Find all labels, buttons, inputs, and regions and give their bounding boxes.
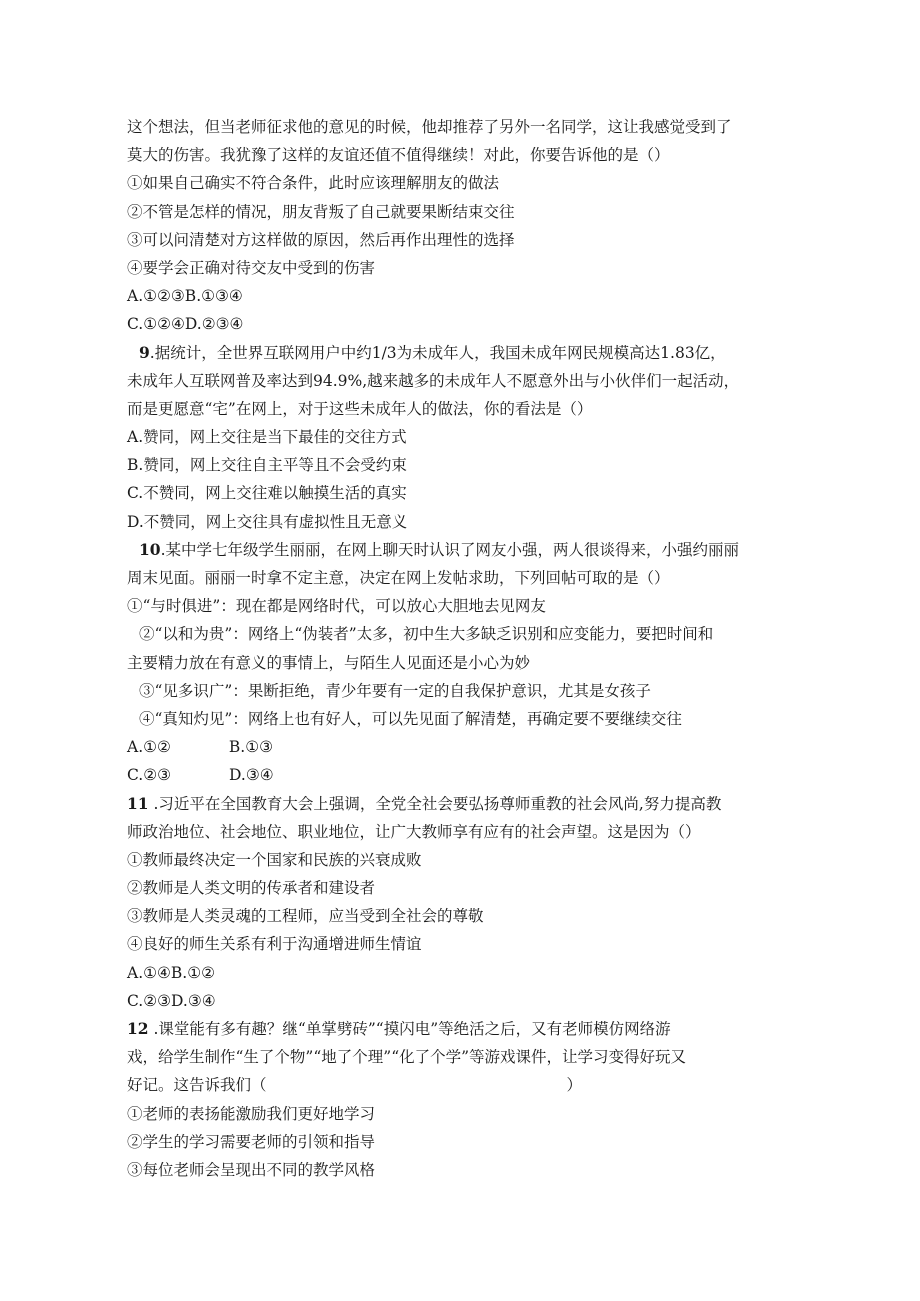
q10-item-4: ④“真知灼见”：网络上也有好人，可以先见面了解清楚，再确定要不要继续交往 bbox=[139, 709, 682, 728]
q8-options-line-1: A.①②③B.①③④ bbox=[127, 287, 243, 306]
q10-item-1: ①“与时俱进”：现在都是网络时代，可以放心大胆地去见网友 bbox=[127, 597, 546, 616]
q10-item-3: ③“见多识广”：果断拒绝，青少年要有一定的自我保护意识，尤其是女孩子 bbox=[139, 681, 651, 700]
q12-stem-line-3-text: 好记。这告诉我们（ bbox=[127, 1076, 267, 1095]
q12-stem-line-3 bbox=[127, 1071, 807, 1099]
q9-option-b: B.赞同，网上交往自主平等且不会受约束 bbox=[127, 456, 407, 475]
q10-stem-line-1 bbox=[127, 536, 807, 564]
q12-stem-line-1 bbox=[127, 1015, 807, 1043]
q10-option-d: D.③④ bbox=[229, 766, 274, 785]
q12-stem-text: .课堂能有多有趣？继“单掌劈砖”“摸闪电”等绝活之后，又有老师模仿网络游 bbox=[148, 1020, 671, 1038]
q10-stem-line-2: 周末见面。丽丽一时拿不定主意，决定在网上发帖求助，下列回帖可取的是（） bbox=[127, 569, 670, 587]
q10-stem-text: .某中学七年级学生丽丽，在网上聊天时认识了网友小强，两人很谈得来，小强约丽丽 bbox=[160, 540, 740, 559]
q9-option-d: D.不赞同，网上交往具有虚拟性且无意义 bbox=[127, 512, 408, 531]
q9-option-a: A.赞同，网上交往是当下最佳的交往方式 bbox=[127, 428, 407, 447]
q12-item-3: ③每位老师会呈现出不同的教学风格 bbox=[127, 1160, 376, 1179]
q12-stem-line-2: 戏，给学生制作“生了个物”“地了个理”“化了个学”等游戏课件，让学习变得好玩又 bbox=[127, 1048, 687, 1067]
q12-number: 12 bbox=[127, 1019, 149, 1038]
q11-stem-line-1 bbox=[127, 790, 807, 818]
q9-stem-line-3: 而是更愿意“宅”在网上，对于这些未成年人的做法，你的看法是（） bbox=[127, 399, 593, 418]
q8-options-line-2: C.①②④D.②③④ bbox=[127, 315, 244, 334]
q11-item-2: ②教师是人类文明的传承者和建设者 bbox=[127, 879, 376, 898]
q8-item-4: ④要学会正确对待交友中受到的伤害 bbox=[127, 258, 376, 277]
q11-options-line-1: A.①④B.①② bbox=[127, 963, 216, 982]
q9-stem-text: .据统计，全世界互联网用户中约1/3为未成年人，我国未成年网民规模高达1.83亿， bbox=[149, 343, 726, 362]
q8-item-2: ②不管是怎样的情况，朋友背叛了自己就要果断结束交往 bbox=[127, 202, 515, 221]
q11-item-1: ①教师最终决定一个国家和民族的兴衰成败 bbox=[127, 850, 422, 869]
q10-options-line-2 bbox=[127, 761, 807, 789]
q8-item-3: ③可以问清楚对方这样做的原因，然后再作出理性的选择 bbox=[127, 230, 515, 249]
q10-option-b: B.①③ bbox=[228, 738, 274, 757]
q11-item-4: ④良好的师生关系有利于沟通增进师生情谊 bbox=[127, 935, 422, 954]
q11-number: 11 bbox=[127, 793, 149, 813]
q10-option-c: C.②③ bbox=[127, 766, 172, 785]
q11-stem-line-2: 师政治地位、社会地位、职业地位，让广大教师享有应有的社会声望。这是因为（） bbox=[127, 822, 701, 841]
q9-number: 9 bbox=[139, 342, 150, 362]
q10-option-a: A.①② bbox=[127, 738, 171, 757]
q12-item-2: ②学生的学习需要老师的引领和指导 bbox=[127, 1132, 376, 1151]
q11-options-line-2: C.②③D.③④ bbox=[127, 991, 216, 1010]
q9-stem-line-1 bbox=[127, 339, 807, 367]
document-body bbox=[127, 113, 807, 1184]
q9-option-c: C.不赞同，网上交往难以触摸生活的真实 bbox=[127, 484, 407, 503]
q11-stem-text: .习近平在全国教育大会上强调，全党全社会要弘扬尊师重教的社会风尚,努力提高教 bbox=[148, 794, 722, 813]
q10-item-2-line-1: ②“以和为贵”：网络上“伪装者”太多，初中生大多缺乏识别和应变能力，要把时间和 bbox=[139, 625, 714, 644]
q8-stem-line-2: 莫大的伤害。我犹豫了这样的友谊还值不值得继续！对此，你要告诉他的是（） bbox=[127, 146, 670, 165]
q9-stem-line-2: 未成年人互联网普及率达到94.9%,越来越多的未成年人不愿意外出与小伙伴们一起活动， bbox=[127, 371, 740, 390]
q10-number: 10 bbox=[139, 539, 161, 559]
q10-options-line-1 bbox=[127, 733, 807, 761]
q10-item-2-line-2: 主要精力放在有意义的事情上，与陌生人见面还是小心为妙 bbox=[127, 653, 531, 672]
q8-stem-line-1: 这个想法，但当老师征求他的意见的时候，他却推荐了另外一名同学，这让我感觉受到了 bbox=[127, 118, 732, 136]
q8-item-1: ①如果自己确实不符合条件，此时应该理解朋友的做法 bbox=[127, 174, 500, 193]
q12-stem-line-3-close: ） bbox=[566, 1076, 583, 1095]
q11-item-3: ③教师是人类灵魂的工程师，应当受到全社会的尊敬 bbox=[127, 907, 484, 926]
q12-item-1: ①老师的表扬能激励我们更好地学习 bbox=[127, 1104, 376, 1123]
